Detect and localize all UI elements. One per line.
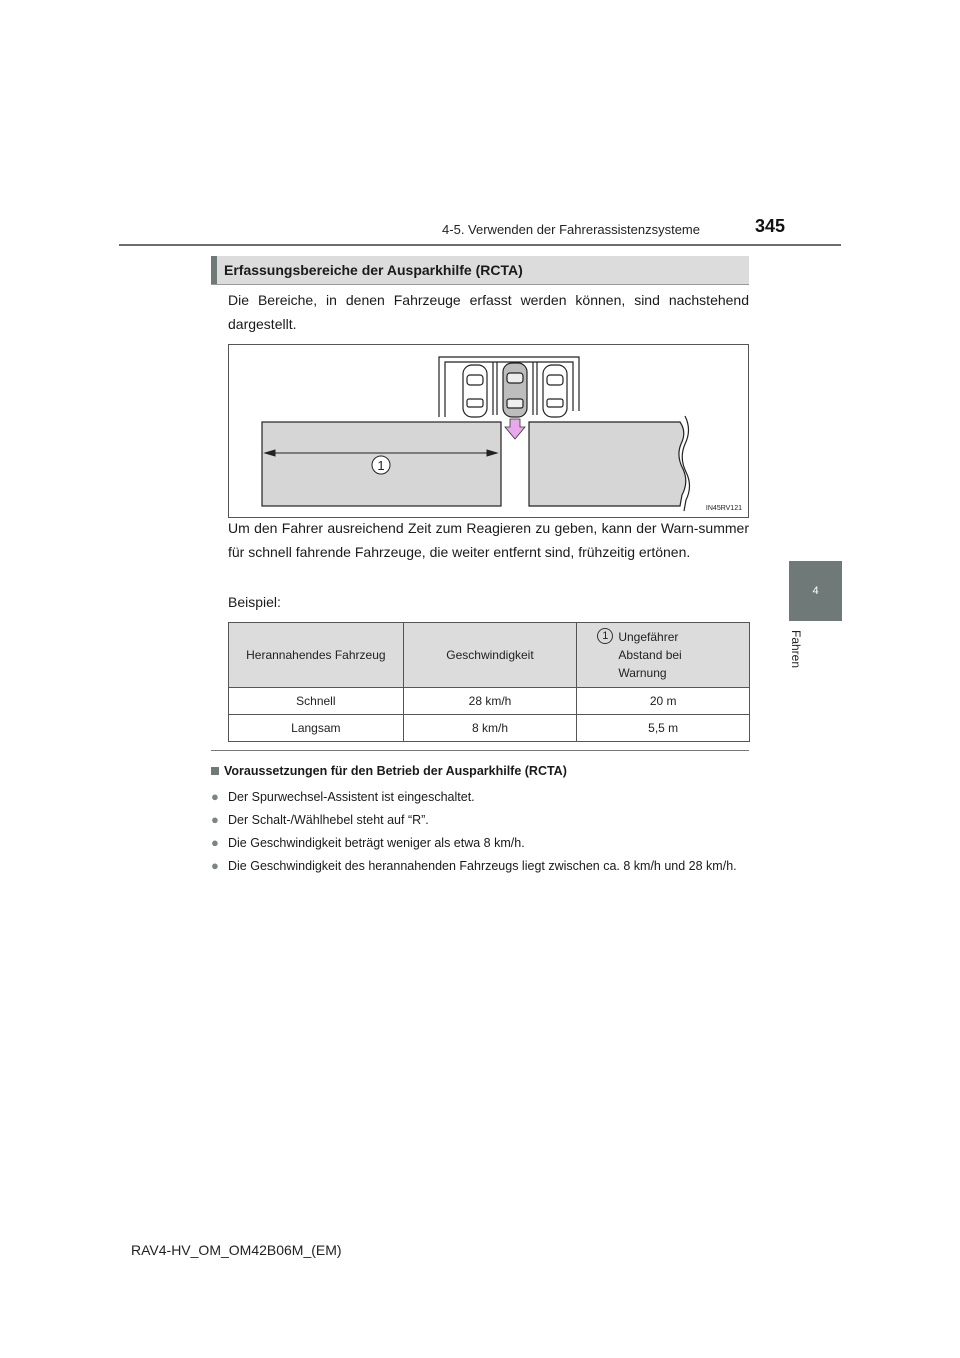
chapter-tab-label: Fahren: [789, 630, 803, 669]
cell-vehicle: Schnell: [229, 688, 404, 715]
parked-car-right: [543, 365, 567, 417]
chapter-tab-number: 4: [812, 585, 819, 597]
section-heading: [211, 256, 749, 285]
header-distance-line2: Abstand bei: [618, 648, 682, 662]
parked-car-left: [463, 365, 487, 417]
intro-paragraph: Die Bereiche, in denen Fahrzeuge erfasst werden können, sind nachstehend dargestellt.: [228, 292, 749, 332]
buzzer-paragraph: Um den Fahrer ausreichend Zeit zum Reagieren zu geben, kann der Warn-summer für schnell fahrende Fahrzeuge, die weiter entfernt sind, frühzeitig ertönen.: [228, 520, 749, 560]
cell-distance: 20 m: [577, 688, 750, 715]
chapter-tab[interactable]: [789, 561, 842, 621]
header-rule: [119, 244, 841, 246]
warning-distance-table: [228, 622, 750, 742]
bullet-icon: ●: [211, 858, 219, 873]
header-distance-line1: Ungefährer: [618, 630, 679, 644]
list-item: [211, 857, 749, 875]
bullet-icon: ●: [211, 812, 219, 827]
section-heading-marker: [211, 256, 217, 284]
header-vehicle: Herannahendes Fahrzeug: [229, 623, 404, 688]
cell-speed: 8 km/h: [403, 715, 577, 742]
table-header-row: [229, 623, 750, 688]
detection-zone-right: [529, 422, 686, 506]
table-row: [229, 688, 750, 715]
list-item-text: Die Geschwindigkeit beträgt weniger als etwa 8 km/h.: [228, 836, 525, 850]
table-row: [229, 715, 750, 742]
callout-number: 1: [377, 458, 385, 473]
cell-vehicle: Langsam: [229, 715, 404, 742]
conditions-title-text: Voraussetzungen für den Betrieb der Ausparkhilfe (RCTA): [224, 764, 567, 778]
cell-speed: 28 km/h: [403, 688, 577, 715]
list-item: [211, 834, 749, 852]
bullet-icon: ●: [211, 789, 219, 804]
reverse-arrow: [505, 419, 525, 439]
header-distance-callout: 1: [597, 628, 613, 644]
list-item: [211, 788, 749, 806]
section-heading-title: Erfassungsbereiche der Ausparkhilfe (RCTA): [224, 262, 523, 278]
chapter-title: 4-5. Verwenden der Fahrerassistenzsysteme: [442, 222, 700, 237]
document-code: RAV4-HV_OM_OM42B06M_(EM): [131, 1242, 342, 1258]
list-item: [211, 811, 749, 829]
header-distance-line3: Warnung: [618, 666, 667, 680]
list-item-text: Der Schalt-/Wählhebel steht auf “R”.: [228, 813, 429, 827]
detection-area-diagram: [229, 345, 750, 519]
example-label: Beispiel:: [228, 594, 281, 610]
header-distance: [577, 623, 750, 688]
cell-distance: 5,5 m: [577, 715, 750, 742]
figure-code: IN45RV121: [705, 505, 742, 512]
square-bullet-icon: [211, 767, 219, 775]
detection-area-figure: [228, 344, 749, 518]
list-item-text: Die Geschwindigkeit des herannahenden Fahrzeugs liegt zwischen ca. 8 km/h und 28 km/h.: [228, 859, 737, 873]
list-item-text: Der Spurwechsel-Assistent ist eingeschaltet.: [228, 790, 475, 804]
section-divider: [211, 750, 749, 751]
conditions-title: [211, 764, 567, 778]
own-vehicle: [503, 363, 527, 417]
page-number: 345: [754, 216, 785, 236]
bullet-icon: ●: [211, 835, 219, 850]
header-speed: Geschwindigkeit: [403, 623, 577, 688]
